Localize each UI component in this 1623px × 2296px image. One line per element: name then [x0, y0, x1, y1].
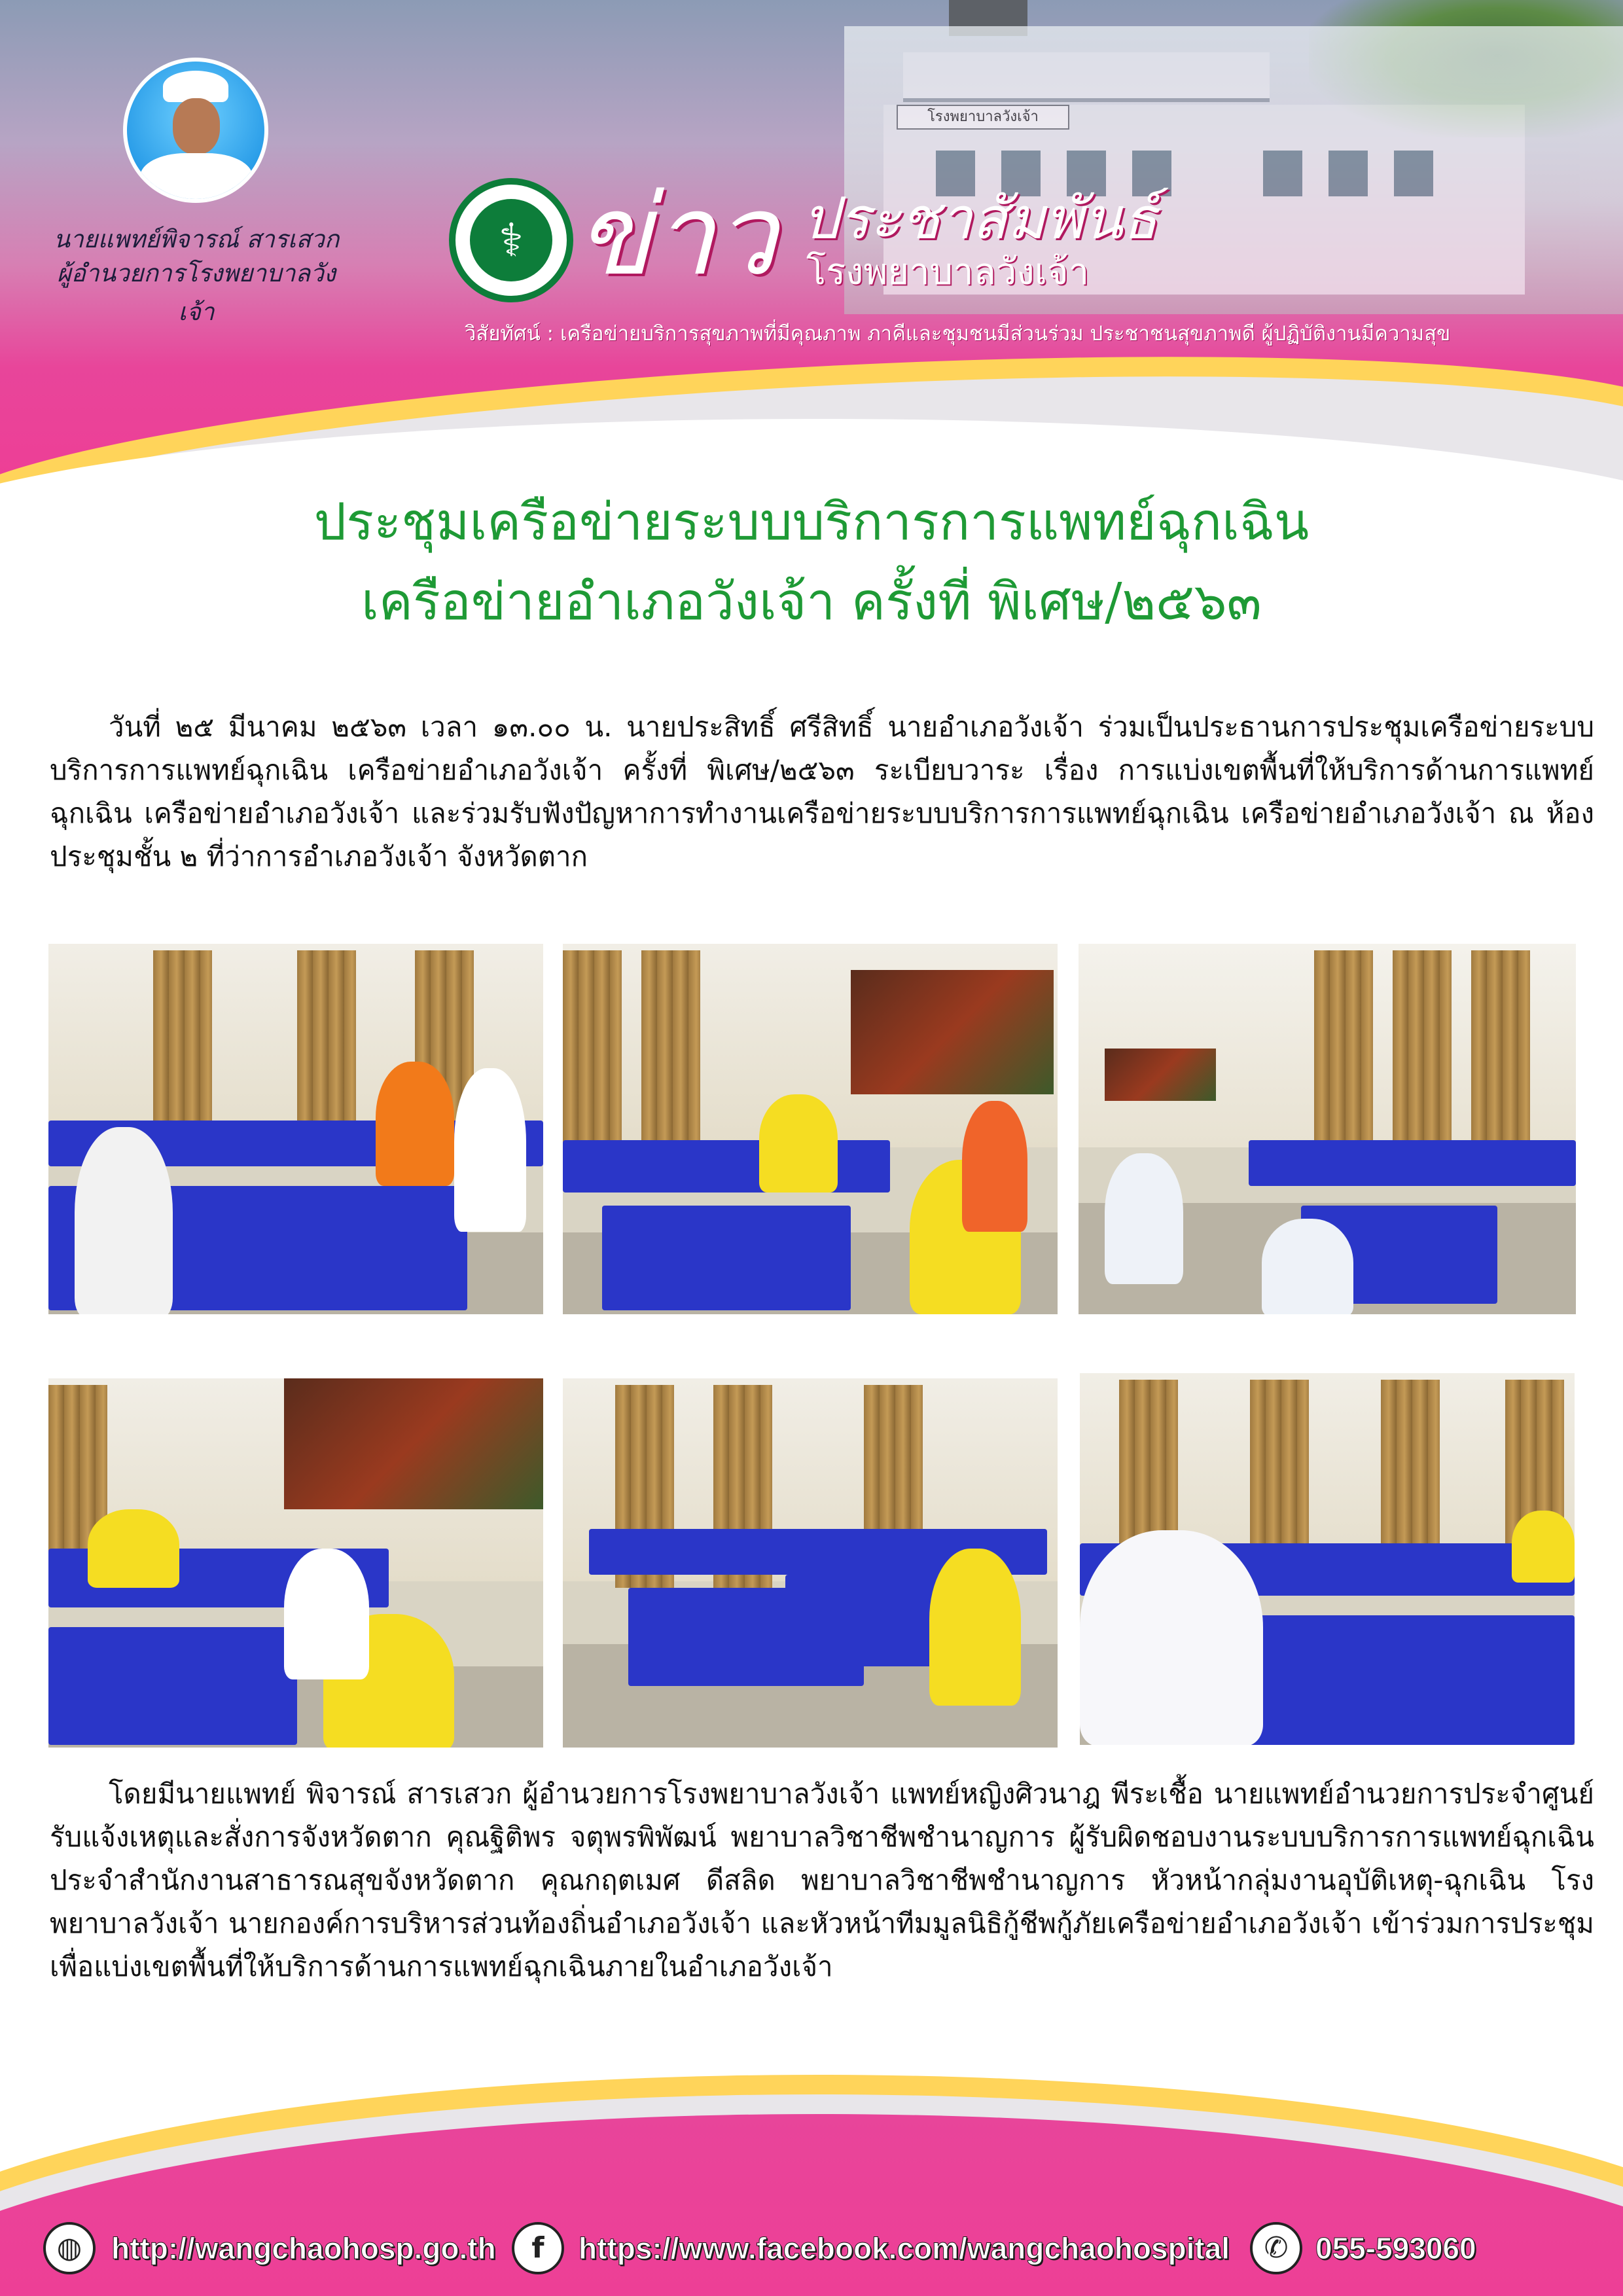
ministry-logo — [449, 178, 573, 302]
contact-row — [0, 2212, 1623, 2284]
meeting-photo-4 — [48, 1378, 543, 1748]
vision-statement: วิสัยทัศน์ : เครือข่ายบริการสุขภาพที่มีคุณภาพ ภาคีและชุมชนมีส่วนร่วม ประชาชนสุขภาพดี ผู้ปฏิบัติงานมีความสุข — [465, 322, 1451, 346]
building-sign: โรงพยาบาลวังเจ้า — [897, 105, 1069, 130]
director-title: ผู้อำนวยการโรงพยาบาลวังเจ้า — [57, 259, 336, 326]
facebook-icon: f — [512, 2222, 564, 2274]
phone-number[interactable]: 055-593060 — [1315, 2231, 1476, 2265]
headline-line-1: ประชุมเครือข่ายระบบบริการการแพทย์ฉุกเฉิน — [313, 493, 1310, 552]
director-photo — [123, 58, 268, 203]
phone-icon: ✆ — [1250, 2222, 1302, 2274]
meeting-photo-6 — [1080, 1373, 1575, 1745]
news-type: ประชาสัมพันธ์ — [802, 185, 1158, 252]
meeting-photo-2 — [563, 944, 1058, 1314]
caduceus-icon: ⚕ — [499, 213, 524, 267]
globe-icon: ◍ — [43, 2222, 96, 2274]
footer-banner — [0, 2049, 1623, 2296]
news-word: ข่าว — [576, 171, 777, 300]
director-name: นายแพทย์พิจารณ์ สารเสวก — [53, 225, 340, 253]
headline-line-2: เครือข่ายอำเภอวังเจ้า ครั้งที่ พิเศษ/๒๕๖๓ — [361, 573, 1262, 632]
facebook-link[interactable]: https://www.facebook.com/wangchaohospital — [579, 2231, 1230, 2265]
meeting-photo-5 — [563, 1378, 1058, 1748]
body-paragraph-1: วันที่ ๒๕ มีนาคม ๒๕๖๓ เวลา ๑๓.๐๐ น. นายประสิทธิ์ ศรีสิทธิ์ นายอำเภอวังเจ้า ร่วมเป็นประธานการประชุมเครือข่ายระบบบริการการแพทย์ฉุกเฉิน เครือข่ายอำเภอวังเจ้า ครั้งที่ พิเศษ/๒๕๖๓ ระเบียบวาระ เรื่อง การแบ่งเขตพื้นที่ให้บริการด้านการแพทย์ฉุกเฉิน เครือข่ายอำเภอวังเจ้า และร่วมรับฟังปัญหาการทำงานเครือข่ายระบบบริการการแพทย์ฉุกเฉิน เครือข่ายอำเภอวังเจ้า ณ ห้องประชุมชั้น ๒ ที่ว่าการอำเภอวังเจ้า จังหวัดตาก — [50, 711, 1594, 872]
hospital-name: โรงพยาบาลวังเจ้า — [806, 251, 1090, 293]
website-link[interactable]: http://wangchaohosp.go.th — [111, 2231, 496, 2265]
meeting-photo-1 — [48, 944, 543, 1314]
meeting-photo-3 — [1079, 944, 1576, 1314]
body-paragraph-2: โดยมีนายแพทย์ พิจารณ์ สารเสวก ผู้อำนวยการโรงพยาบาลวังเจ้า แพทย์หญิงศิวนาฎ พีระเชื้อ นายแพทย์อำนวยการประจำศูนย์รับแจ้งเหตุและสั่งการจังหวัดตาก คุณฐิติพร จตุพรพิพัฒน์ พยาบาลวิชาชีพชำนาญการ ผู้รับผิดชอบงานระบบบริการการแพทย์ฉุกเฉิน ประจำสำนักงานสาธารณสุขจังหวัดตาก คุณกฤตเมศ ดีสลิด พยาบาลวิชาชีพชำนาญการ หัวหน้ากลุ่มงานอุบัติเหตุ-ฉุกเฉิน โรงพยาบาลวังเจ้า นายกองค์การบริหารส่วนท้องถิ่นอำเภอวังเจ้า และหัวหน้าทีมมูลนิธิกู้ชีพกู้ภัยเครือข่ายอำเภอวังเจ้า เข้าร่วมการประชุม เพื่อแบ่งเขตพื้นที่ให้บริการด้านการแพทย์ฉุกเฉินภายในอำเภอวังเจ้า — [50, 1778, 1594, 1982]
header-banner — [0, 0, 1623, 511]
